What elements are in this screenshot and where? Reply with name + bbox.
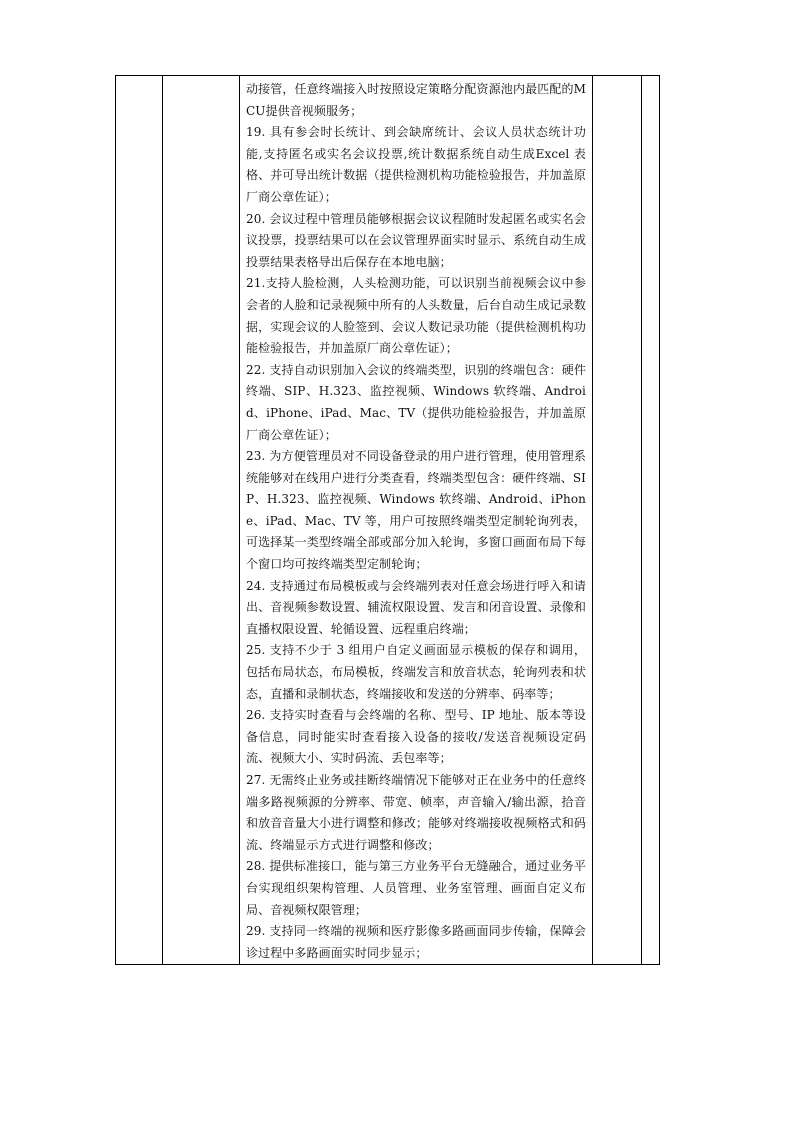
table-cell-item (163, 76, 240, 965)
requirement-text: 26. 支持实时查看与会终端的名称、型号、IP 地址、版本等设备信息，同时能实时查看接入设备的接收/发送音视频设定码流、视频大小、实时码流、丢包率等； (246, 708, 586, 766)
requirement-text: 动接管，任意终端接入时按照设定策略分配资源池内最匹配的MCU提供音视频服务； (246, 82, 586, 118)
requirement-text: 28. 提供标准接口，能与第三方业务平台无缝融合，通过业务平台实现组织架构管理、人员管理、业务室管理、画面自定义布局、音视频权限管理； (246, 859, 586, 917)
requirement-text: 25. 支持不少于 3 组用户自定义画面显示模板的保存和调用，包括布局状态，布局模板，终端发言和放音状态，轮询列表和状态，直播和录制状态，终端接收和发送的分辨率、码率等； (246, 643, 586, 701)
table-cell-response (593, 76, 642, 965)
requirement-text: 23. 为方便管理员对不同设备登录的用户进行管理，使用管理系统能够对在线用户进行分类查看，终端类型包含：硬件终端、SIP、H.323、监控视频、Windows 软终端、Android、iPhone、iPad、Mac、TV 等，用户可按照终端类型定制轮询列表，可选择某一类型终端全部或部分加入轮询，多窗口画面布局下每个窗口均可按终端类型定制轮询； (246, 449, 586, 572)
requirement-text: 22. 支持自动识别加入会议的终端类型，识别的终端包含：硬件终端、SIP、H.323、监控视频、Windows 软终端、Android、iPhone、iPad、Mac、TV（提供功能检验报告，并加盖原厂商公章佐证）； (246, 362, 586, 442)
requirement-text: 21.支持人脸检测，人头检测功能，可以识别当前视频会议中参会者的人脸和记录视频中所有的人头数量，后台自动生成记录数据，实现会议的人脸签到、会议人数记录功能（提供检测机构功能检验报告，并加盖原厂商公章佐证）； (246, 276, 586, 356)
requirement-text: 19. 具有参会时长统计、到会缺席统计、会议人员状态统计功能,支持匿名或实名会议投票,统计数据系统自动生成Excel 表格、并可导出统计数据（提供检测机构功能检验报告，并加盖原厂商公章佐证）； (246, 125, 586, 204)
table-row (116, 76, 660, 965)
requirement-text: 29. 支持同一终端的视频和医疗影像多路画面同步传输，保障会诊过程中多路画面实时同步显示； (246, 924, 586, 960)
requirement-text: 24. 支持通过布局模板或与会终端列表对任意会场进行呼入和请出、音视频参数设置、辅流权限设置、发言和闭音设置、录像和直播权限设置、轮循设置、远程重启终端； (246, 578, 586, 636)
requirement-text: 27. 无需终止业务或挂断终端情况下能够对正在业务中的任意终端多路视频源的分辨率、带宽、帧率，声音输入/输出源，拾音和放音音量大小进行调整和修改；能够对终端接收视频格式和码流、终端显示方式进行调整和修改； (246, 773, 586, 852)
requirement-text: 20. 会议过程中管理员能够根据会议议程随时发起匿名或实名会议投票，投票结果可以在会议管理界面实时显示、系统自动生成投票结果表格导出后保存在本地电脑； (246, 211, 586, 269)
table-cell-requirements (240, 76, 593, 965)
table-cell-remark (642, 76, 660, 965)
table-cell-index (116, 76, 163, 965)
spec-table (115, 75, 660, 965)
